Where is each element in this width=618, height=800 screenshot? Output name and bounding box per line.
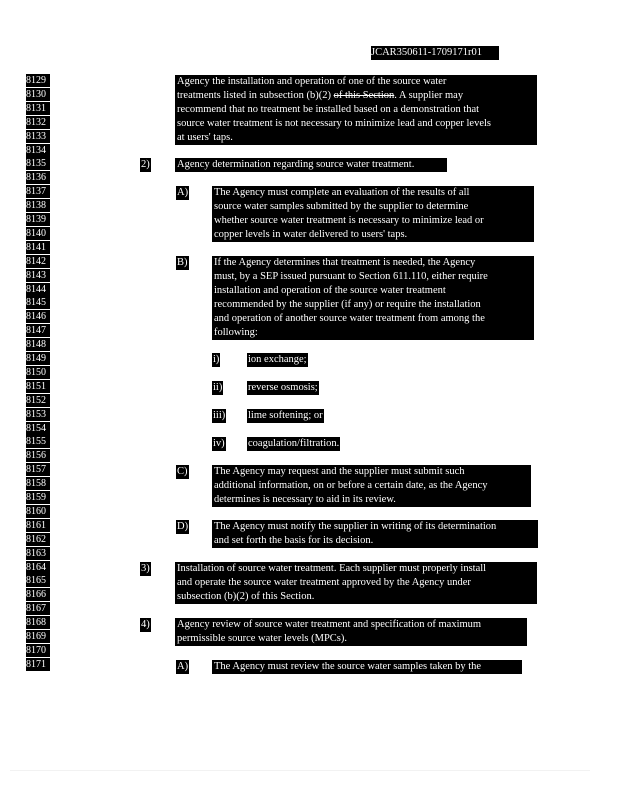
line-number: 8147 — [26, 324, 50, 337]
line-number: 8135 — [26, 157, 50, 170]
line-number: 8139 — [26, 213, 50, 226]
line-number: 8144 — [26, 283, 50, 296]
line-number: 8129 — [26, 74, 50, 87]
sub-item-text: ion exchange; — [248, 354, 307, 365]
line-number: 8145 — [26, 296, 50, 309]
item-marker: 4) — [141, 619, 150, 630]
item-4-text: Agency review of source water treatment and specification of maximum permissible source water levels (MPCs). — [175, 618, 527, 646]
line-number: 8154 — [26, 422, 50, 435]
document-id-header: JCAR350611-1709171r01 — [371, 46, 499, 60]
line-number: 8166 — [26, 588, 50, 601]
text-line: recommend that no treatment be installed based on a demonstration that — [177, 104, 480, 115]
struck-text: of this Section — [333, 90, 395, 101]
line-number: 8149 — [26, 352, 50, 365]
sub-item-marker: iv) — [213, 438, 225, 449]
line-number: 8141 — [26, 241, 50, 254]
text-line: at users' taps. — [177, 132, 233, 143]
line-number: 8130 — [26, 88, 50, 101]
footer-rule — [10, 770, 590, 771]
item-2-heading: Agency determination regarding source water treatment. — [175, 158, 447, 172]
line-number: 8157 — [26, 463, 50, 476]
line-number: 8158 — [26, 477, 50, 490]
line-number: 8165 — [26, 574, 50, 587]
item-2d-text: The Agency must notify the supplier in writing of its determination and set forth the basis for its decision. — [212, 520, 538, 548]
line-number: 8163 — [26, 547, 50, 560]
line-number: 8137 — [26, 185, 50, 198]
line-number: 8136 — [26, 171, 50, 184]
line-number: 8132 — [26, 116, 50, 129]
sub-item-text: lime softening; or — [248, 410, 323, 421]
item-2a-text: The Agency must complete an evaluation of the results of all source water samples submitted by the supplier to determine whether source water treatment is necessary to minimize lead or copper levels in water delivered to users' taps. — [212, 186, 534, 242]
line-number: 8169 — [26, 630, 50, 643]
item-marker: 2) — [141, 159, 150, 170]
line-number: 8171 — [26, 658, 50, 671]
line-number: 8138 — [26, 199, 50, 212]
line-number: 8155 — [26, 435, 50, 448]
line-number: 8143 — [26, 269, 50, 282]
item-marker: 3) — [141, 563, 150, 574]
line-number: 8140 — [26, 227, 50, 240]
line-number: 8152 — [26, 394, 50, 407]
line-number: 8164 — [26, 561, 50, 574]
item-3-text: Installation of source water treatment. Each supplier must properly install and operate the source water treatment approved by the Agency under subsection (b)(2) of this Section. — [175, 562, 537, 604]
line-number: 8142 — [26, 255, 50, 268]
line-number: 8168 — [26, 616, 50, 629]
item-marker: A) — [177, 661, 189, 672]
line-number: 8170 — [26, 644, 50, 657]
item-2c-text: The Agency may request and the supplier must submit such additional information, on or before a certain date, as the Agency determines is necessary to aid in its review. — [212, 465, 531, 507]
line-number: 8134 — [26, 144, 50, 157]
intro-paragraph — [175, 75, 537, 145]
line-number: 8159 — [26, 491, 50, 504]
line-number: 8131 — [26, 102, 50, 115]
line-number: 8156 — [26, 449, 50, 462]
item-marker: C) — [177, 466, 188, 477]
sub-item-text: coagulation/filtration. — [248, 438, 340, 449]
item-marker: B) — [177, 257, 188, 268]
sub-item-marker: i) — [213, 354, 220, 365]
line-number: 8160 — [26, 505, 50, 518]
item-2b-text: If the Agency determines that treatment is needed, the Agency must, by a SEP issued pursuant to Section 611.110, either require installation and operation of the source water treatment recommended by the supplier (if any) or require the installation and operation of another source water treatment from among the following: — [212, 256, 534, 340]
line-number: 8146 — [26, 310, 50, 323]
item-marker: A) — [177, 187, 189, 198]
line-number: 8153 — [26, 408, 50, 421]
text-line: Agency the installation and operation of one of the source water — [177, 76, 447, 87]
item-marker: D) — [177, 521, 189, 532]
text-line: source water treatment is not necessary to minimize lead and copper levels — [177, 118, 492, 129]
line-number: 8161 — [26, 519, 50, 532]
line-number: 8162 — [26, 533, 50, 546]
line-number: 8151 — [26, 380, 50, 393]
item-4a-text: The Agency must review the source water samples taken by the — [212, 660, 522, 674]
line-number: 8148 — [26, 338, 50, 351]
text-line: treatments listed in subsection (b)(2) of this Section. A supplier may — [177, 90, 464, 101]
line-number: 8133 — [26, 130, 50, 143]
line-number: 8150 — [26, 366, 50, 379]
sub-item-marker: iii) — [213, 410, 226, 421]
line-number: 8167 — [26, 602, 50, 615]
sub-item-marker: ii) — [213, 382, 223, 393]
sub-item-text: reverse osmosis; — [248, 382, 318, 393]
